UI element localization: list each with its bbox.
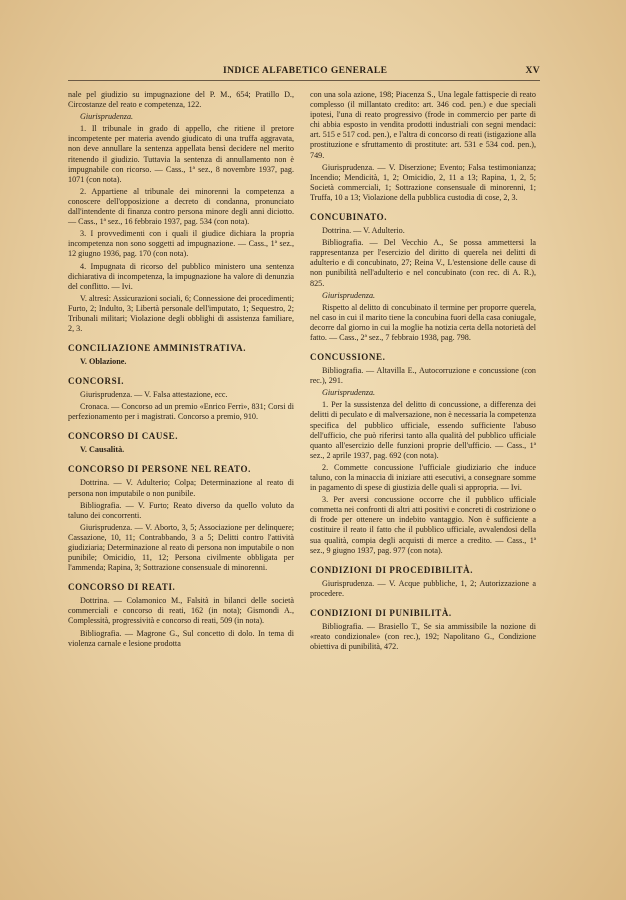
running-title: INDICE ALFABETICO GENERALE: [223, 66, 388, 76]
entry-text: Bibliografia. — V. Furto; Reato diverso da quello voluto da taluno dei concorrenti.: [68, 500, 294, 520]
maxim: 1. Per la sussistenza del delitto di concussione, a differenza dei delitti di peculato e di malversazione, non è necessaria la competenza specifica del pubblico ufficiale, essendo sufficiente l'abuso dell'ufficio, che può riferirsi tanto alla qualità del pubblico ufficiale quanto all'esercizio delle funzioni proprie dell'ufficio. — Cass., 1ª sez., 2 aprile 1937, pag. 692 (con nota).: [310, 400, 536, 460]
entry-text: Giurisprudenza. — V. Diserzione; Evento; Falsa testimonianza; Incendio; Mendicità, 1, 2; Omicidio, 2, 11 a 13; Rapina, 1, 2, 5; Società commerciali, 1; Sottrazione consensuale di minorenni, 1; Truffa, 10 a 13; Violazione della pubblica custodia di cose, 2, 3.: [310, 162, 536, 202]
maxim: 2. Commette concussione l'ufficiale giudiziario che induce taluno, con la minaccia di iniziare atti esecutivi, a consegnare somme in pagamento di spese di giustizia delle quali si appropria. — Ivi.: [310, 462, 536, 493]
maxim: 3. Per aversi concussione occorre che il pubblico ufficiale commetta nei confronti di altri atti positivi e concreti di costrizione o di frode per ottenere un indebito vantaggio. Non è sufficiente a costituire il reato il fatto che il pubblico ufficiale, avvalendosi della sua qualità, compia degli acquisti di merce a credito. — Cass., 1ª sez., 9 giugno 1937, pag. 977 (con nota).: [310, 495, 536, 555]
subheading: Giurisprudenza.: [80, 112, 134, 122]
entry-heading: CONDIZIONI DI PUNIBILITÀ.: [310, 607, 452, 618]
cross-references: V. altresì: Assicurazioni sociali, 6; Connessione dei procedimenti; Furto, 2; Indulto, 3; Libertà personale dell'imputato, 1; Sequestro, 2; Tribunali militari; Violazione degli obblighi di assistenza familiare, 2, 3.: [68, 293, 294, 334]
entry-heading: CONCORSO DI PERSONE NEL REATO.: [68, 464, 251, 475]
entry-heading: CONCORSO DI CAUSE.: [68, 431, 179, 442]
left-column: [68, 90, 294, 651]
entry-heading: CONCORSO DI REATI.: [68, 582, 176, 593]
entry-text: Dottrina. — V. Adulterio; Colpa; Determinazione al reato di persona non imputabile o non punibile.: [68, 478, 294, 498]
entry-heading: CONCORSI.: [68, 376, 125, 387]
entry-text: Dottrina. — V. Adulterio.: [322, 226, 405, 236]
maxim: 2. Appartiene al tribunale dei minorenni la competenza a conoscere dell'opposizione a decreto di condanna, pronunciato dall'intendente di finanza contro persona minore degli anni diciotto. — Cass., 1ª sez., 16 febbraio 1937, pag. 534 (con nota).: [68, 186, 294, 227]
cross-reference: V. Causalità.: [80, 445, 125, 455]
entry-heading: CONCUBINATO.: [310, 212, 388, 223]
entry-text: Cronaca. — Concorso ad un premio «Enrico Ferri», 831; Corsi di perfezionamento per i magistrati. Concorso a premio, 910.: [68, 402, 294, 422]
maxim: Rispetto al delitto di concubinato il termine per proporre querela, nel caso in cui il marito tiene la concubina fuori della casa coniugale, decorre dal giorno in cui la moglie ha notizia certa della notorietà del fatto. — Cass., 2ª sez., 7 febbraio 1938, pag. 798.: [310, 302, 536, 342]
maxim: 4. Impugnata di ricorso del pubblico ministero una sentenza dichiarativa di incompetenza, la impugnazione ha valore di denunzia del conflitto. — Ivi.: [68, 261, 294, 291]
text-columns: [68, 90, 536, 890]
header-rule: [68, 80, 540, 81]
maxim: 1. Il tribunale in grado di appello, che ritiene il pretore incompetente per materia avendo giudicato di una truffa aggravata, non deve annullare la sentenza appellata bensì decidere nel merito ritenendo il giudizio. Tuttavia la sentenza di annullamento non è impugnabile con ricorso. — Cass., 1ª sez., 8 novembre 1937, pag. 1071 (con nota).: [68, 124, 294, 184]
entry-text: Giurisprudenza. — V. Acque pubbliche, 1, 2; Autorizzazione a procedere.: [310, 578, 536, 598]
entry-text: Bibliografia. — Del Vecchio A., Se possa ammettersi la rappresentanza per l'esercizio del diritto di querela nei delitti di adulterio e di concubinato, 27; Reina V., L'estensione delle cause di non punibilità nell'adulterio e nel concubinato (con rec. di A. R.), 825.: [310, 238, 536, 288]
entry-text: Giurisprudenza. — V. Aborto, 3, 5; Associazione per delinquere; Cassazione, 10, 11; Contrabbando, 3 a 5; Delitti contro l'attività giudiziaria; Determinazione al reato di persona non imputabile o non punibile; Omicidio, 11, 12; Persona civilmente obbligata per l'ammenda; Rapina, 3; Sottrazione consensuale di minorenni.: [68, 522, 294, 573]
entry-text: Bibliografia. — Altavilla E., Autocorruzione e concussione (con rec.), 291.: [310, 366, 536, 386]
right-column: [310, 90, 536, 654]
cross-reference: V. Oblazione.: [80, 357, 127, 367]
subheading: Giurisprudenza.: [322, 388, 376, 398]
entry-text: Dottrina. — Colamonico M., Falsità in bilanci delle società commerciali e concorso di reati, 162 (in nota); Gismondi A., Complessità, progressività e concorso di reati, 509 (in nota).: [68, 596, 294, 626]
entry-text: Bibliografia. — Brasiello T., Se sia ammissibile la nozione di «reato condizionale» (con rec.), 192; Napolitano G., Condizione obiettiva di punibilità, 472.: [310, 621, 536, 652]
entry-text: nale pel giudizio su impugnazione del P. M., 654; Pratillo D., Circostanze del reato e competenza, 122.: [68, 90, 294, 110]
entry-heading: CONDIZIONI DI PROCEDIBILITÀ.: [310, 564, 474, 575]
subheading: Giurisprudenza.: [322, 290, 376, 300]
page-number: XV: [525, 66, 540, 76]
entry-heading: CONCUSSIONE.: [310, 352, 386, 363]
entry-text: Bibliografia. — Magrone G., Sul concetto di dolo. In tema di violenza carnale e lesione prodotta: [68, 628, 294, 648]
entry-text: Giurisprudenza. — V. Falsa attestazione, ecc.: [80, 390, 228, 400]
entry-text: con una sola azione, 198; Piacenza S., Una legale fattispecie di reato complesso (il millantato credito: art. 346 cod. pen.) e due speciali ipotesi, l'una di reato progressivo (frode in commercio per parte di chi abbia esposto in vendita prodotti industriali con segni mendaci: art. 515 e 517 cod. pen.), e l'altra di concorso di reati (istigazione alla prostituzione e sfruttamento di prostitute: art. 531 e 534 cod. pen.), 749.: [310, 90, 536, 160]
maxim: 3. I provvedimenti con i quali il giudice dichiara la propria incompetenza non sono soggetti ad impugnazione. — Cass., 1ª sez., 12 giugno 1936, pag. 170 (con nota).: [68, 229, 294, 259]
entry-heading: CONCILIAZIONE AMMINISTRATIVA.: [68, 343, 247, 354]
